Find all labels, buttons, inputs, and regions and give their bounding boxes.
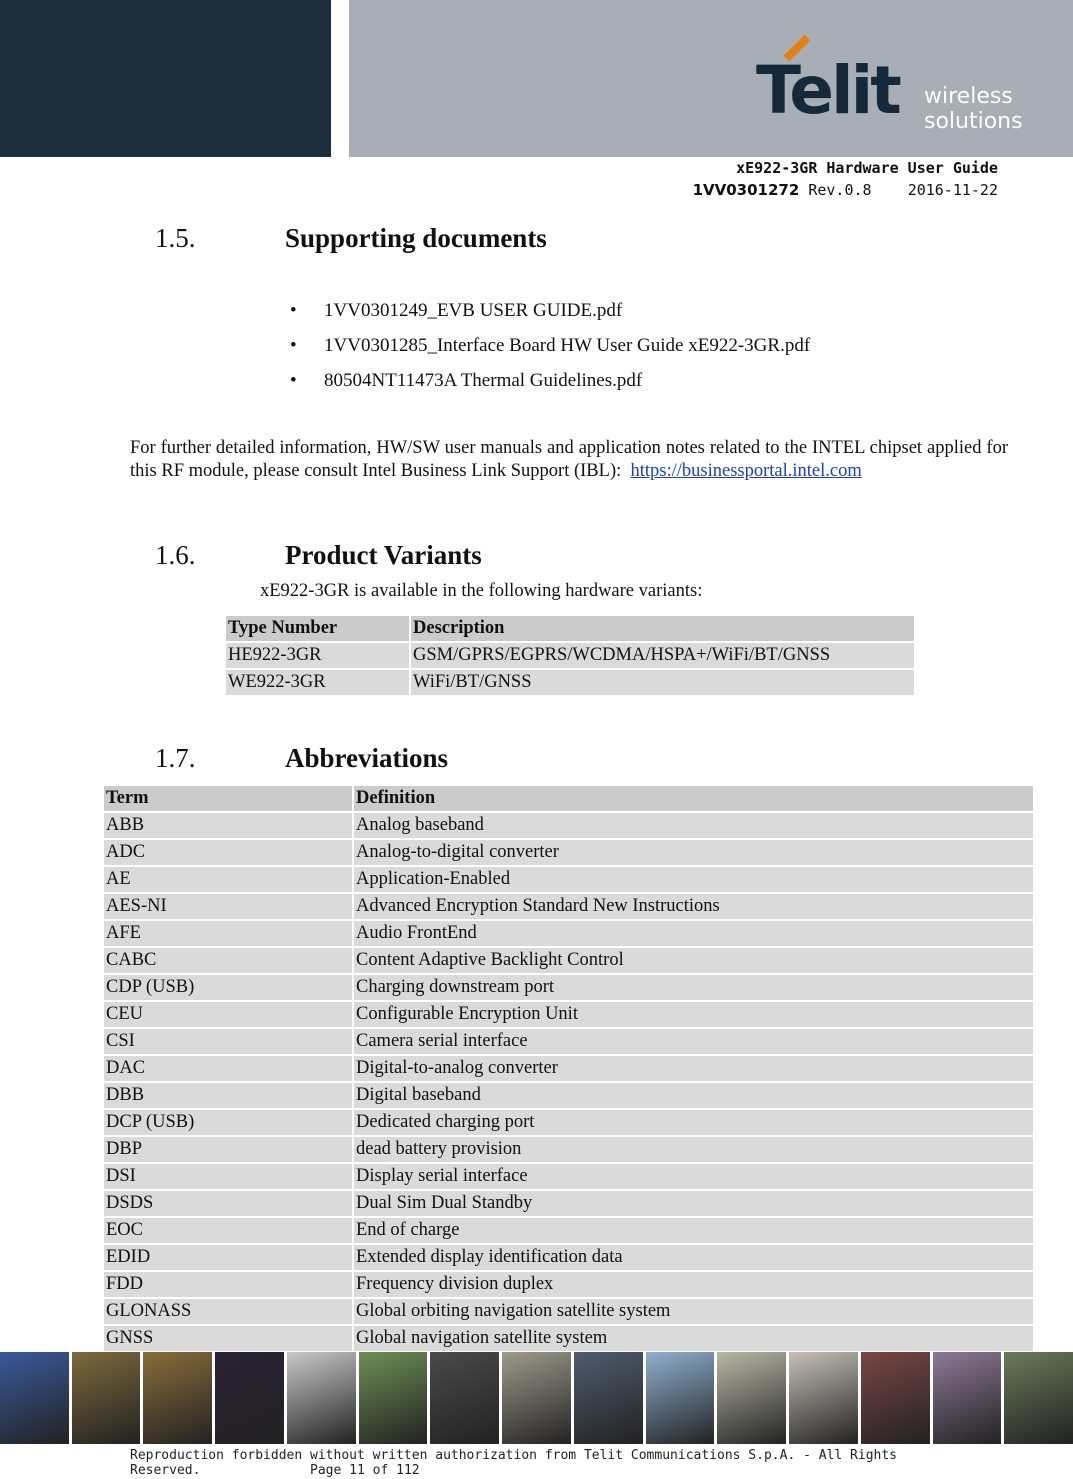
footer-photo-tile (215, 1352, 284, 1444)
table-row (104, 1056, 1033, 1081)
term-cell: DBP (104, 1137, 352, 1162)
list-item: • 1VV0301285_Interface Board HW User Guide xE922-3GR.pdf (290, 333, 810, 368)
footer-photo-tile (287, 1352, 356, 1444)
term-cell: ADC (104, 840, 352, 865)
term-cell: DSDS (104, 1191, 352, 1216)
logo-tagline-line1: wireless (924, 84, 1013, 109)
definition-cell: Display serial interface (354, 1164, 1033, 1189)
table-row (104, 1002, 1033, 1027)
footer-photo-tile (789, 1352, 858, 1444)
term-cell: AES-NI (104, 894, 352, 919)
term-cell: DCP (USB) (104, 1110, 352, 1135)
list-item: • 1VV0301249_EVB USER GUIDE.pdf (290, 298, 810, 333)
logo-word: Telit (756, 52, 899, 129)
term-cell: FDD (104, 1272, 352, 1297)
section-number: 1.6. (155, 540, 196, 570)
definition-cell: Digital-to-analog converter (354, 1056, 1033, 1081)
column-header: Description (411, 616, 914, 641)
footer-photo-tile (574, 1352, 643, 1444)
document-code: 1VV0301272 (692, 181, 800, 199)
definition-cell: Dedicated charging port (354, 1110, 1033, 1135)
table-row (104, 975, 1033, 1000)
table-row (104, 840, 1033, 865)
intel-portal-link[interactable]: https://businessportal.intel.com (630, 461, 862, 481)
table-row (104, 1164, 1033, 1189)
footer-photo-strip (0, 1352, 1073, 1444)
document-date: 2016-11-22 (907, 181, 998, 199)
definition-cell: Dual Sim Dual Standby (354, 1191, 1033, 1216)
variants-intro: xE922-3GR is available in the following hardware variants: (260, 581, 703, 601)
abbreviations-body (104, 813, 1033, 1351)
term-cell: EOC (104, 1218, 352, 1243)
document-title: xE922-3GR Hardware User Guide (736, 159, 998, 177)
definition-cell: Global navigation satellite system (354, 1326, 1033, 1351)
page-number: Page 11 of 112 (310, 1463, 420, 1478)
table-row (104, 921, 1033, 946)
telit-logo (752, 40, 1042, 140)
term-cell: CDP (USB) (104, 975, 352, 1000)
definition-cell: Global orbiting navigation satellite system (354, 1299, 1033, 1324)
heading-supporting-documents (155, 223, 547, 254)
table-row (104, 1272, 1033, 1297)
document-rev: Rev.0.8 (808, 181, 872, 199)
header-dark-panel (0, 0, 331, 157)
definition-cell: End of charge (354, 1218, 1033, 1243)
table-row (104, 867, 1033, 892)
section-number: 1.5. (155, 223, 196, 253)
table-row (226, 643, 914, 668)
table-row (104, 1326, 1033, 1351)
term-cell: CSI (104, 1029, 352, 1054)
footer-photo-tile (933, 1352, 1002, 1444)
table-row (104, 1299, 1033, 1324)
column-header: Type Number (226, 616, 409, 641)
footer-photo-tile (646, 1352, 715, 1444)
footer-photo-tile (359, 1352, 428, 1444)
section-number: 1.7. (155, 743, 196, 773)
definition-cell: Digital baseband (354, 1083, 1033, 1108)
table-row (226, 670, 914, 695)
section-title: Abbreviations (285, 743, 449, 773)
footer-text (130, 1448, 897, 1478)
table-row (104, 1110, 1033, 1135)
table-cell: WE922-3GR (226, 670, 409, 695)
footer-photo-tile (430, 1352, 499, 1444)
heading-product-variants (155, 540, 482, 571)
definition-cell: Analog baseband (354, 813, 1033, 838)
definition-cell: Application-Enabled (354, 867, 1033, 892)
table-cell: WiFi/BT/GNSS (411, 670, 914, 695)
definition-cell: Configurable Encryption Unit (354, 1002, 1033, 1027)
footer-copyright-line2 (130, 1463, 897, 1478)
variants-table (224, 614, 916, 697)
term-cell: GLONASS (104, 1299, 352, 1324)
term-cell: CABC (104, 948, 352, 973)
document-revision-line (693, 179, 998, 201)
definition-cell: Charging downstream port (354, 975, 1033, 1000)
table-cell: HE922-3GR (226, 643, 409, 668)
definition-cell: Extended display identification data (354, 1245, 1033, 1270)
logo-tagline (924, 84, 1023, 134)
table-row (104, 894, 1033, 919)
ibl-paragraph-text: For further detailed information, HW/SW user manuals and application notes related to the INTEL chipset applied for this RF module, please consult Intel Business Link Support (IBL): (130, 438, 1008, 481)
footer-photo-tile (502, 1352, 571, 1444)
table-row (104, 1245, 1033, 1270)
supporting-documents-list (290, 298, 810, 403)
footer-photo-tile (1004, 1352, 1073, 1444)
table-row (104, 813, 1033, 838)
table-row (104, 1191, 1033, 1216)
term-cell: AFE (104, 921, 352, 946)
footer-photo-tile (143, 1352, 212, 1444)
table-header-row (104, 786, 1033, 811)
footer-photo-tile (717, 1352, 786, 1444)
table-cell: GSM/GPRS/EGPRS/WCDMA/HSPA+/WiFi/BT/GNSS (411, 643, 914, 668)
table-row (104, 1218, 1033, 1243)
table-header-row (226, 616, 914, 641)
column-header: Definition (354, 786, 1033, 811)
definition-cell: Audio FrontEnd (354, 921, 1033, 946)
column-header: Term (104, 786, 352, 811)
term-cell: DAC (104, 1056, 352, 1081)
section-title: Product Variants (285, 540, 482, 570)
document-meta (693, 157, 998, 201)
footer-copyright-line1: Reproduction forbidden without written authorization from Telit Communications S.p.A. - All Rights (130, 1448, 898, 1463)
logo-tagline-line2: solutions (924, 109, 1023, 134)
list-item: • 80504NT11473A Thermal Guidelines.pdf (290, 368, 810, 403)
footer-photo-tile (0, 1352, 69, 1444)
ibl-paragraph (130, 437, 1008, 483)
term-cell: AE (104, 867, 352, 892)
definition-cell: Frequency division duplex (354, 1272, 1033, 1297)
definition-cell: Camera serial interface (354, 1029, 1033, 1054)
definition-cell: Advanced Encryption Standard New Instructions (354, 894, 1033, 919)
term-cell: DSI (104, 1164, 352, 1189)
section-title: Supporting documents (285, 223, 547, 253)
abbreviations-table (102, 784, 1035, 1353)
term-cell: EDID (104, 1245, 352, 1270)
definition-cell: Analog-to-digital converter (354, 840, 1033, 865)
table-row (104, 1029, 1033, 1054)
term-cell: DBB (104, 1083, 352, 1108)
term-cell: ABB (104, 813, 352, 838)
table-row (104, 948, 1033, 973)
definition-cell: dead battery provision (354, 1137, 1033, 1162)
definition-cell: Content Adaptive Backlight Control (354, 948, 1033, 973)
footer-reserved: Reserved. (130, 1463, 201, 1478)
term-cell: GNSS (104, 1326, 352, 1351)
table-row (104, 1083, 1033, 1108)
term-cell: CEU (104, 1002, 352, 1027)
heading-abbreviations (155, 743, 448, 774)
footer-photo-tile (861, 1352, 930, 1444)
table-row (104, 1137, 1033, 1162)
footer-photo-tile (72, 1352, 141, 1444)
